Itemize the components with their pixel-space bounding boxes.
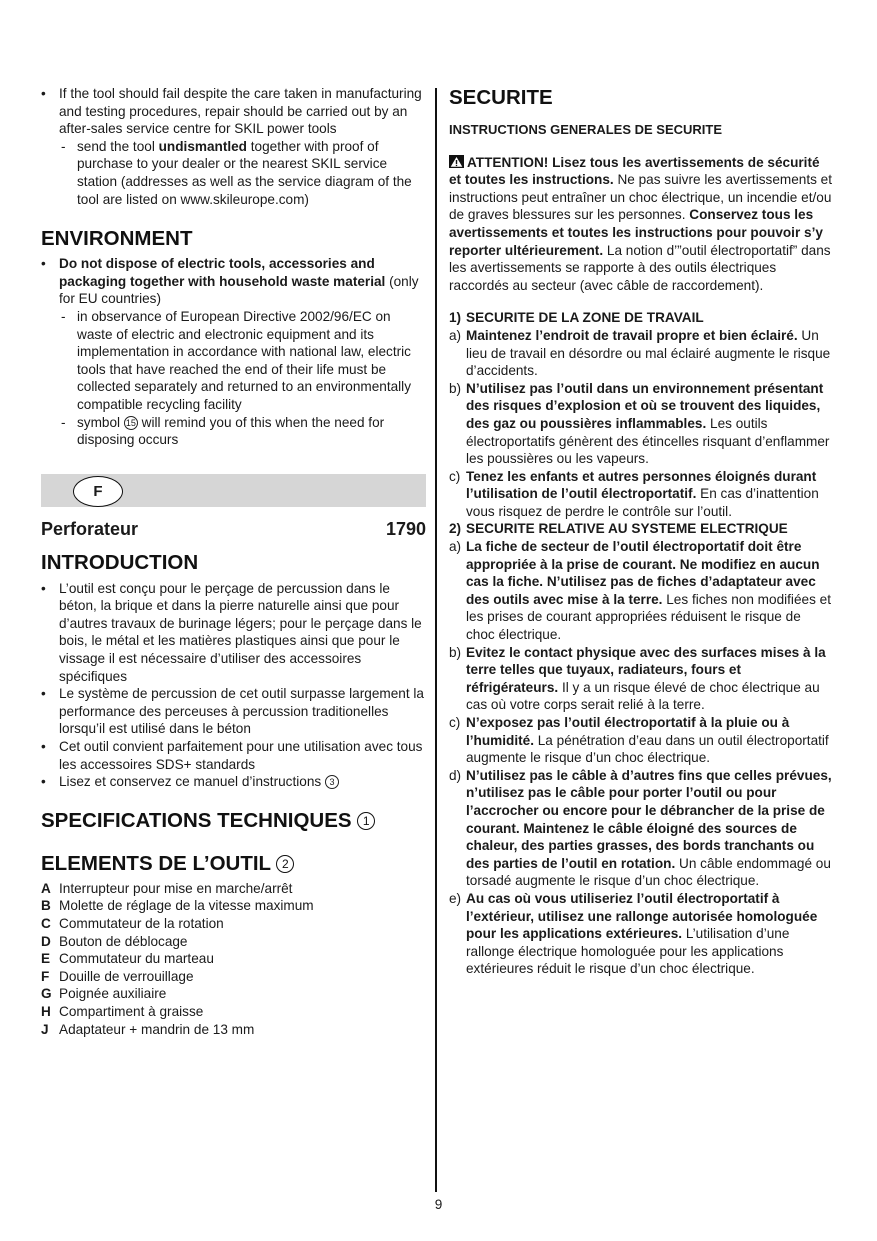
environment-bullet: • Do not dispose of electric tools, accessories and packaging together with household waste material (only for EU countries) - in observance of European Directive 2002/96/EC on waste of electric and electronic equipment and its implementation in accordance with national law, electric tools that have reached the end of their life must be collected separately and returned to an environmentally compatible recycling facility - symbol 15 will remind you of this when the need for disposing occurs <box>41 255 426 449</box>
repair-sub-item: - send the tool undismantled together with proof of purchase to your dealer or the nearest SKIL service station (addresses as well as the service diagram of the tool are listed on www.skileurope.com) <box>59 138 426 208</box>
product-name: Perforateur <box>41 518 139 539</box>
elements-heading: ELEMENTS DE L’OUTIL 2 <box>41 851 426 877</box>
part-item: D Bouton de déblocage <box>41 933 188 949</box>
repair-bullet: • If the tool should fail despite the care taken in manufacturing and testing procedures, repair should be carried out by an after-sales service centre for SKIL power tools - send the tool undismantled together with proof of purchase to your dealer or the nearest SKIL service station (addresses as well as the service diagram of the tool are listed on www.skileurope.com) <box>41 85 426 208</box>
product-line <box>41 518 426 540</box>
safety-item: a) Maintenez l’endroit de travail propre et bien éclairé. Un lieu de travail en désordre ou mal éclairé augmente le risque d’accidents. <box>449 327 831 379</box>
column-divider <box>435 88 437 1192</box>
section-2-list <box>449 538 833 978</box>
part-item: B Molette de réglage de la vitesse maximum <box>41 898 314 914</box>
right-column <box>449 85 833 978</box>
intro-item: • Lisez et conservez ce manuel d’instructions 3 <box>41 773 426 791</box>
repair-sublist <box>59 138 426 208</box>
recycle-symbol-ref: 15 <box>125 417 136 428</box>
specifications-heading: SPECIFICATIONS TECHNIQUES 1 <box>41 808 426 834</box>
introduction-list <box>41 580 426 791</box>
language-bar <box>41 474 426 507</box>
safety-item: b) Evitez le contact physique avec des surfaces mises à la terre telles que tuyaux, radiateurs, fours et réfrigérateurs. Il y a un risque élevé de choc électrique au cas où votre corps serait relié à la terre. <box>449 644 826 713</box>
intro-item: • Le système de percussion de cet outil surpasse largement la performance des perceuses à percussion traditionelles lorsqu’il est utilisé dans le béton <box>41 685 426 738</box>
section-2-heading: 2) SECURITE RELATIVE AU SYSTEME ELECTRIQUE <box>449 521 788 537</box>
general-safety-subheading: INSTRUCTIONS GENERALES DE SECURITE <box>449 122 723 137</box>
introduction-heading: INTRODUCTION <box>41 550 199 574</box>
part-item: J Adaptateur + mandrin de 13 mm <box>41 1021 255 1037</box>
safety-item: e) Au cas où vous utiliseriez l’outil électroportatif à l’extérieur, utilisez une rallonge autorisée homologuée pour les applications extérieures. L’utilisation d’une rallonge électrique homologuée pour les applications extérieures réduit le risque d’un choc électrique. <box>449 890 818 977</box>
safety-item: d) N’utilisez pas le câble à d’autres fins que celles prévues, n’utilisez pas le câble pour porter l’outil ou pour l’accrocher ou encore pour le débrancher de la prise de courant. Maintenez le câble éloigné des sources de chaleur, des parties grasses, des bords tranchants ou des parties de l’outil en rotation. Un câble endommagé ou torsadé augmente le risque d’un choc électrique. <box>449 767 832 889</box>
environment-sub-item: - in observance of European Directive 2002/96/EC on waste of electric and electronic equipment and its implementation in accordance with national law, electric tools that have reached the end of their life must be collected separately and returned to an environmentally compatible recycling facility <box>59 308 426 414</box>
part-item: H Compartiment à graisse <box>41 1003 204 1019</box>
environment-list <box>41 255 426 449</box>
safety-item: c) Tenez les enfants et autres personnes éloignés durant l’utilisation de l’outil électroportatif. En cas d’inattention vous risquez de perdre le contrôle sur l’outil. <box>449 468 819 519</box>
part-item: G Poignée auxiliaire <box>41 986 167 1002</box>
language-badge: F <box>73 476 123 507</box>
part-item: C Commutateur de la rotation <box>41 916 224 931</box>
section-1-list <box>449 327 833 521</box>
securite-heading: SECURITE <box>449 86 553 109</box>
safety-item: b) N’utilisez pas l’outil dans un environnement présentant des risques d’explosion et où se trouvent des liquides, des gaz ou poussières inflammables. Les outils électroportatifs génèrent des étincelles risquant d’enflammer les poussières ou les vapeurs. <box>449 380 830 467</box>
page-number: 9 <box>434 1197 443 1212</box>
part-item: A Interrupteur pour mise en marche/arrêt <box>41 880 293 896</box>
figure-ref: 3 <box>325 775 339 789</box>
safety-item: c) N’exposez pas l’outil électroportatif à la pluie ou à l’humidité. La pénétration d’eau dans un outil électroportatif augmente le risque d’un choc électrique. <box>449 715 829 766</box>
part-item: E Commutateur du marteau <box>41 951 214 967</box>
section-1-heading: 1) SECURITE DE LA ZONE DE TRAVAIL <box>449 310 704 326</box>
environment-sub-item: - symbol 15 will remind you of this when the need for disposing occurs <box>59 414 426 449</box>
part-item: F Douille de verrouillage <box>41 968 194 984</box>
safety-item: a) La fiche de secteur de l’outil électroportatif doit être appropriée à la prise de courant. Ne modifiez en aucun cas la fiche. N’utilisez pas de fiches d’adaptateur avec des outils avec mise à la terre. Les fiches non modifiées et les prises de courant appropriées réduisent le risque de choc électrique. <box>449 539 831 643</box>
environment-sublist <box>59 308 426 449</box>
parts-list <box>41 880 426 1038</box>
figure-ref: 1 <box>357 812 375 830</box>
product-number: 1790 <box>385 518 426 539</box>
intro-item: • Cet outil convient parfaitement pour une utilisation avec tous les accessoires SDS+ standards <box>41 738 426 773</box>
left-column <box>41 85 426 1038</box>
warning-icon <box>449 155 464 168</box>
figure-ref: 2 <box>276 855 294 873</box>
repair-list <box>41 85 426 208</box>
environment-heading: ENVIRONMENT <box>41 227 193 251</box>
intro-item: • L’outil est conçu pour le perçage de percussion dans le béton, la brique et dans la pierre naturelle ainsi que pour d’autres travaux de burinage légers; pour le perçage dans le bois, le métal et les matières plastiques ainsi que pour le vissage il est nécessaire d’utiliser des accessoires spécifiques <box>41 580 426 686</box>
attention-paragraph: ATTENTION! Lisez tous les avertissements de sécurité et toutes les instructions. Ne pas suivre les avertissements et instructions peut entraîner un choc électrique, un incendie et/ou de graves blessures sur les personnes. Conservez tous les avertissements et toutes les instructions pour pouvoir s’y reporter ultérieurement. La notion d’”outil électroportatif” dans les avertissements se rapporte à des outils électriques raccordés au secteur (avec câble de raccordement). <box>449 154 833 293</box>
